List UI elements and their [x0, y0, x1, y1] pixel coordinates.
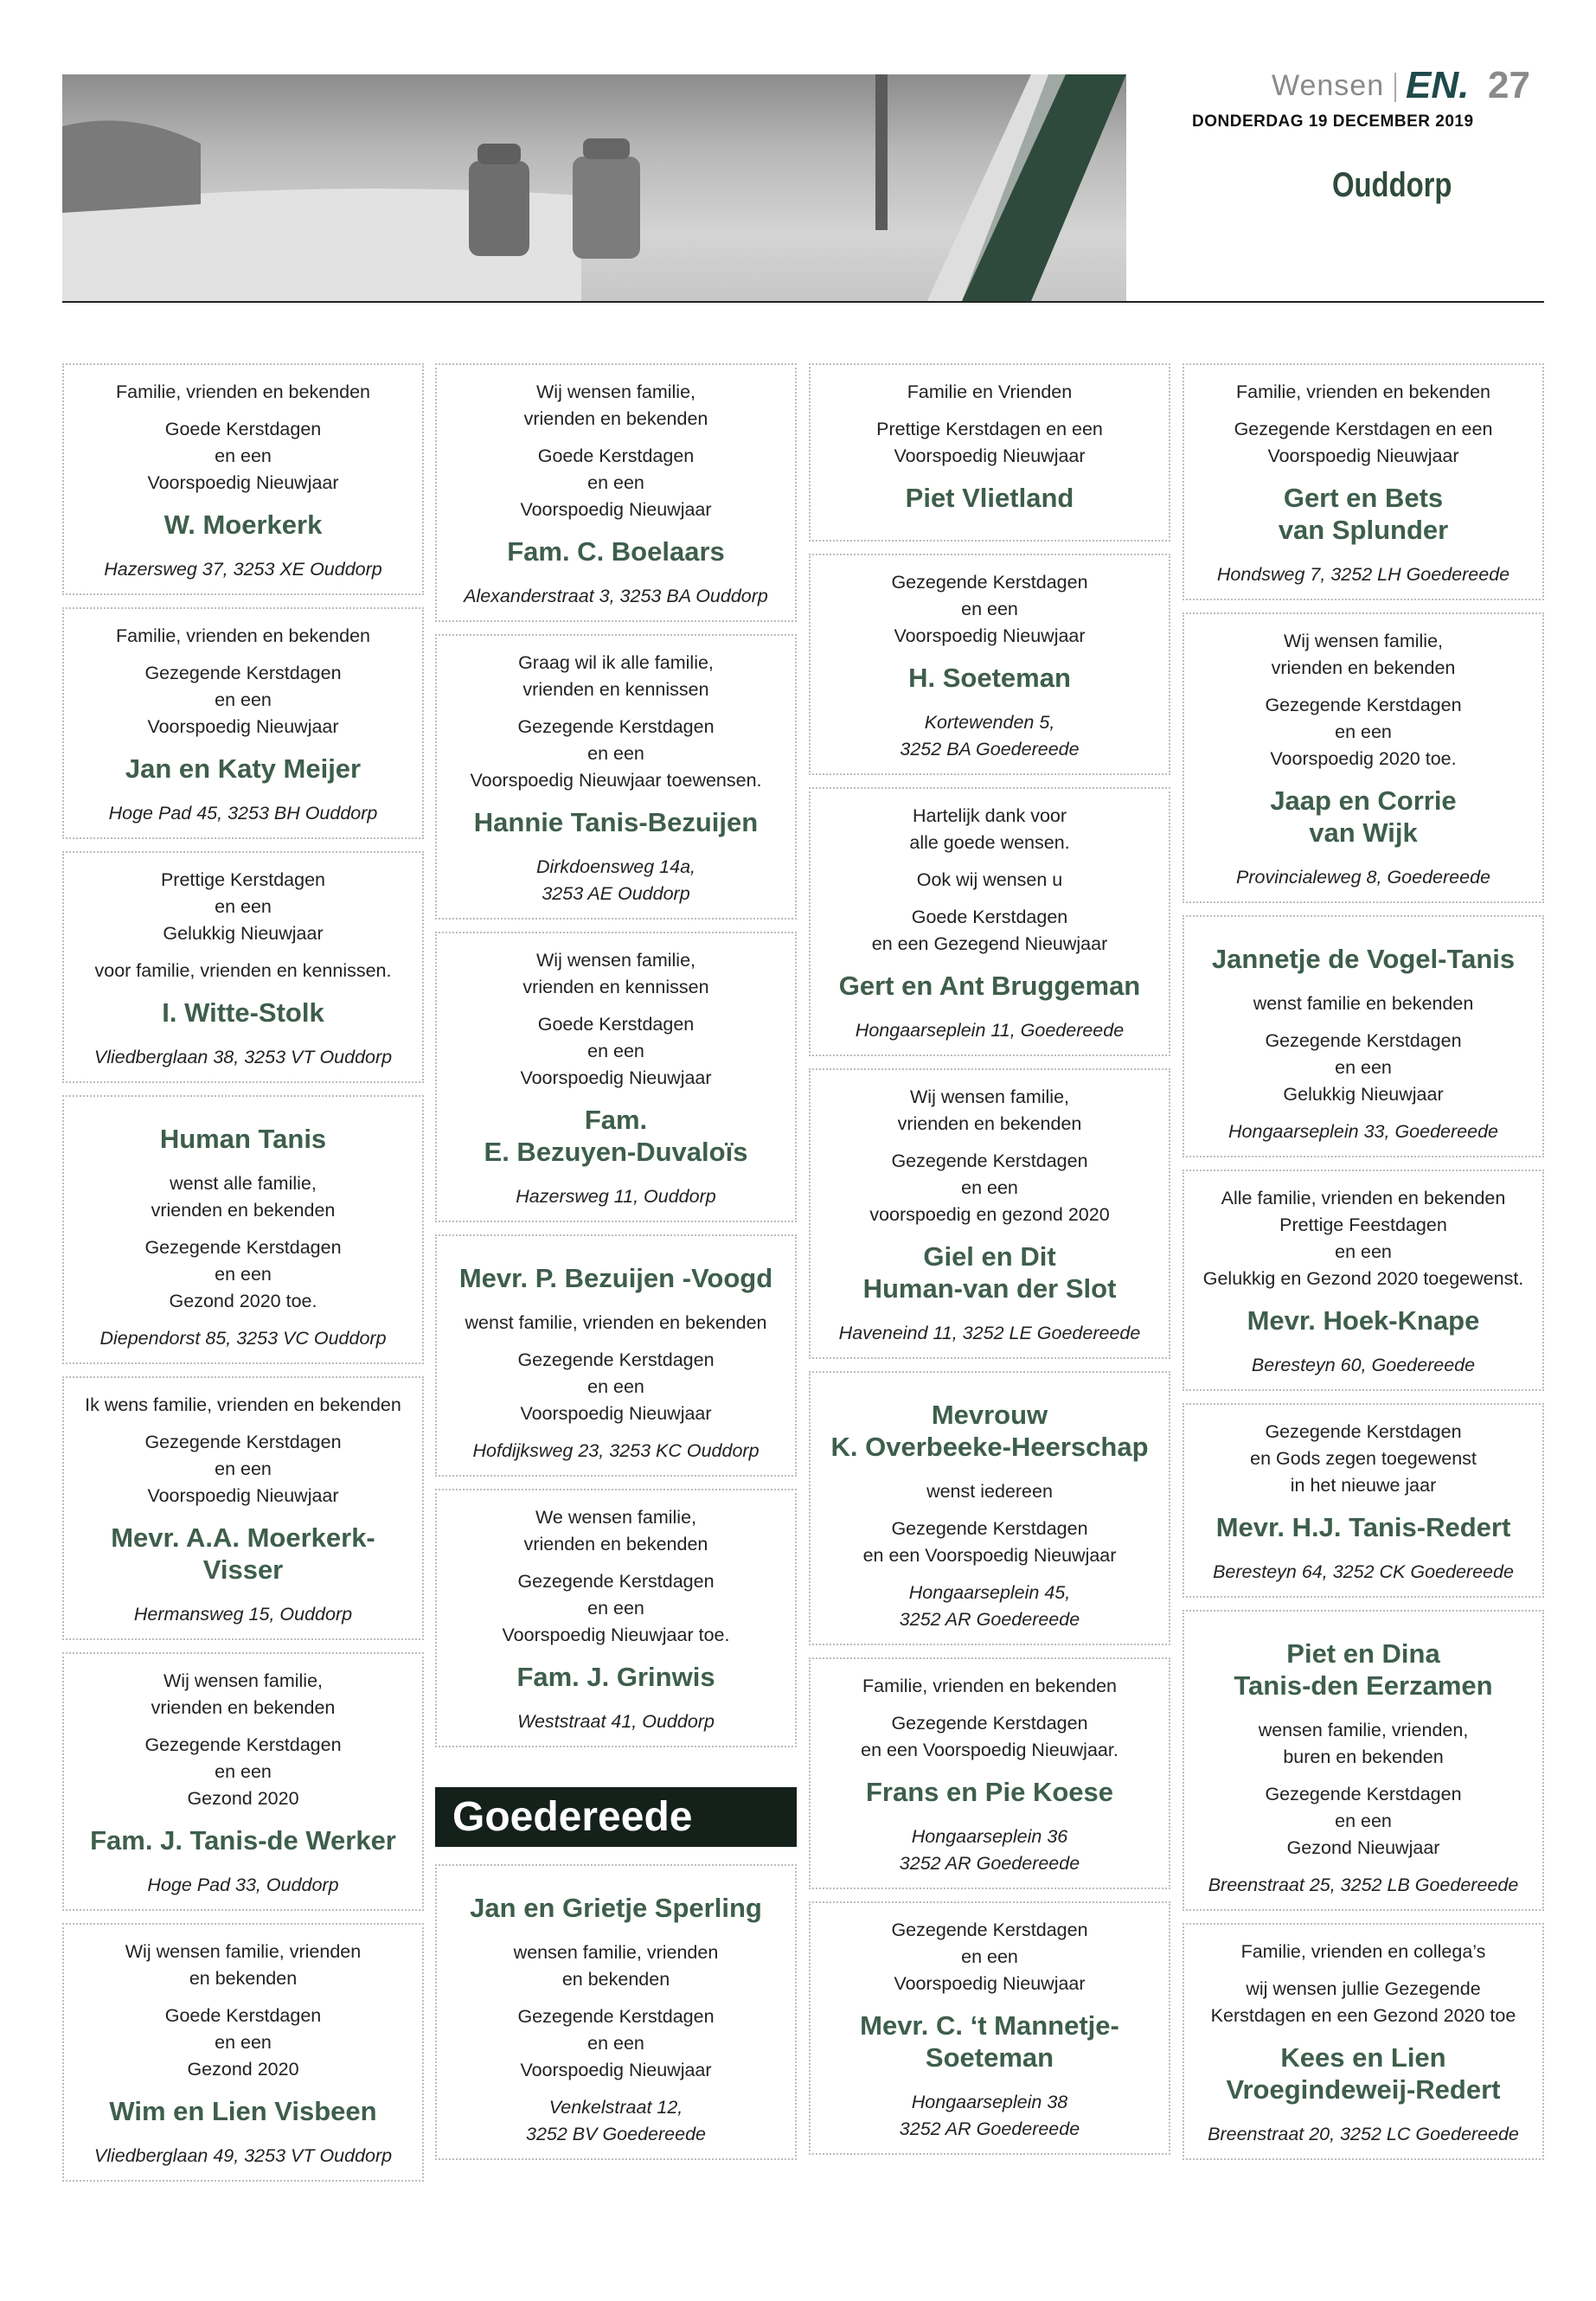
greeting-ad: [809, 1068, 1170, 1359]
ad-column-1: [62, 363, 424, 2194]
header-photo: [62, 74, 1126, 301]
greeting-text: Gezegende Kerstdagen en een Gezond Nieuwjaar: [1265, 1784, 1462, 1858]
sender-address: Hondsweg 7, 3252 LH Goedereede: [1216, 564, 1510, 585]
greeting-ad: [1183, 915, 1544, 1157]
greeting-ad: [435, 363, 797, 622]
publication-date: DONDERDAG 19 DECEMBER 2019: [1192, 112, 1474, 131]
sender-name: H. Soeteman: [908, 663, 1071, 693]
greeting-ad: [809, 1657, 1170, 1889]
section-heading-goedereede: Goedereede: [435, 1787, 797, 1847]
sender-name: Jan en Katy Meijer: [125, 753, 362, 784]
sender-address: Provincialeweg 8, Goedereede: [1235, 867, 1491, 888]
greeting-ad: [62, 363, 424, 595]
sender-name: Fam. J. Tanis-de Werker: [90, 1825, 396, 1856]
greeting-text: Prettige Kerstdagen en een Voorspoedig Nieuwjaar: [876, 419, 1103, 466]
greeting-text: Goede Kerstdagen en een Voorspoedig Nieuwjaar: [520, 1014, 712, 1088]
greeting-text: Familie, vrienden en bekenden: [862, 1676, 1118, 1696]
ad-column-4: [1183, 363, 1544, 2172]
sender-address: Breenstraat 20, 3252 LC Goedereede: [1208, 2124, 1519, 2144]
greeting-text: Gezegende Kerstdagen en een Voorspoedig Nieuwjaar: [144, 663, 342, 737]
greeting-text: Familie en Vrienden: [907, 381, 1073, 402]
greeting-ad: [435, 932, 797, 1222]
greeting-text: Wij wensen familie, vrienden en bekenden: [151, 1670, 336, 1718]
sender-address: Hongaarseplein 38 3252 AR Goedereede: [899, 2092, 1080, 2139]
greeting-text: Gezegende Kerstdagen en een Voorspoedig Nieuwjaar: [517, 1349, 715, 1424]
greeting-text: Gezegende Kerstdagen en een Voorspoedig Nieuwjaar: [517, 2006, 715, 2080]
sender-name: I. Witte-Stolk: [162, 997, 324, 1028]
greeting-text: Gezegende Kerstdagen en een Voorspoedig Nieuwjaar toewensen.: [470, 716, 762, 791]
sender-name: Mevr. C. ‘t Mannetje- Soeteman: [860, 2010, 1119, 2073]
sender-address: Dirkdoensweg 14a, 3253 AE Ouddorp: [535, 856, 696, 904]
sender-address: Hongaarseplein 33, Goedereede: [1228, 1121, 1498, 1142]
greeting-text: Graag wil ik alle familie, vrienden en kennissen: [518, 652, 714, 700]
greeting-text: Familie, vrienden en bekenden: [115, 625, 371, 646]
sender-address: Vliedberglaan 38, 3253 VT Ouddorp: [93, 1047, 393, 1067]
sender-address: Hoge Pad 33, Ouddorp: [147, 1875, 339, 1895]
greeting-ad: [809, 554, 1170, 775]
sender-address: Hongaarseplein 11, Goedereede: [855, 1020, 1125, 1041]
greeting-ad: [62, 851, 424, 1083]
greeting-text: Gezegende Kerstdagen en een Voorspoedig Nieuwjaar: [862, 1518, 1117, 1566]
milk-cans-snow-illustration: [62, 74, 1126, 301]
sender-name: Jaap en Corrie van Wijk: [1270, 785, 1457, 848]
greeting-text: wij wensen jullie Gezegende Kerstdagen en een Gezond 2020 toe: [1210, 1978, 1516, 2026]
sender-name: Fam. C. Boelaars: [507, 536, 725, 567]
sender-name: Kees en Lien Vroegindeweij-Redert: [1226, 2042, 1501, 2105]
sender-name: W. Moerkerk: [163, 510, 323, 540]
greeting-text: Gezegende Kerstdagen en een Voorspoedig 2020 toe.: [1265, 695, 1462, 769]
sender-address: Hongaarseplein 45, 3252 AR Goedereede: [899, 1582, 1080, 1630]
header-separator: [1394, 73, 1396, 102]
sender-name: Jannetje de Vogel-Tanis: [1211, 944, 1516, 974]
greeting-ad: [1183, 612, 1544, 903]
greeting-text: Gezegende Kerstdagen en een Voorspoedig Nieuwjaar.: [861, 1713, 1118, 1760]
sender-name: Mevr. P. Bezuijen -Voogd: [458, 1263, 773, 1293]
greeting-text: voor familie, vrienden en kennissen.: [94, 960, 392, 981]
greeting-ad: [809, 1901, 1170, 2155]
greeting-ad: [62, 1652, 424, 1911]
sender-name: Fam. J. Grinwis: [516, 1662, 715, 1692]
section-label: Wensen: [1272, 69, 1385, 102]
greeting-ad: [435, 1864, 797, 2160]
sender-address: Haveneind 11, 3252 LE Goedereede: [838, 1323, 1141, 1343]
greeting-text: Familie, vrienden en collega’s: [1240, 1941, 1486, 1962]
greeting-text: We wensen familie, vrienden en bekenden: [523, 1507, 708, 1554]
greeting-text: Wij wensen familie, vrienden en bekenden: [523, 381, 708, 429]
greeting-ad: [809, 363, 1170, 542]
greeting-text: Ook wij wensen u: [916, 869, 1063, 890]
greeting-ad: [809, 787, 1170, 1056]
greeting-text: Gezegende Kerstdagen en een Gelukkig Nieuwjaar: [1265, 1030, 1462, 1105]
sender-address: Diependorst 85, 3253 VC Ouddorp: [99, 1328, 387, 1349]
sender-name: Hannie Tanis-Bezuijen: [473, 807, 759, 837]
sender-name: Fam. E. Bezuyen-Duvaloïs: [484, 1105, 748, 1167]
sender-name: Jan en Grietje Sperling: [470, 1893, 762, 1923]
greeting-ad: [1183, 1923, 1544, 2160]
greeting-text: wensen familie, vrienden, buren en bekenden: [1258, 1720, 1469, 1767]
greeting-ad: [62, 1095, 424, 1364]
greeting-text: wenst familie, vrienden en bekenden: [465, 1312, 767, 1333]
greeting-ad: [435, 1489, 797, 1747]
greeting-text: Gezegende Kerstdagen en een Voorspoedig Nieuwjaar toe.: [502, 1571, 730, 1645]
header-rule: [62, 301, 1544, 303]
greeting-ad: [1183, 363, 1544, 600]
greeting-text: Gezegende Kerstdagen en een Gezond 2020 toe.: [144, 1237, 342, 1311]
sender-address: Venkelstraat 12, 3252 BV Goedereede: [526, 2097, 706, 2144]
sender-address: Hoge Pad 45, 3253 BH Ouddorp: [108, 803, 378, 824]
greeting-text: wenst familie en bekenden: [1253, 993, 1474, 1014]
sender-name: Mevr. A.A. Moerkerk-Visser: [111, 1522, 375, 1585]
sender-name: Gert en Bets van Splunder: [1278, 483, 1449, 545]
sender-name: Gert en Ant Bruggeman: [838, 971, 1141, 1001]
greeting-text: Gezegende Kerstdagen en een Voorspoedig Nieuwjaar: [891, 572, 1088, 646]
greeting-ad: [1183, 1610, 1544, 1911]
greeting-text: Familie, vrienden en bekenden: [1235, 381, 1491, 402]
sender-name: Piet Vlietland: [905, 483, 1074, 513]
greeting-text: Gezegende Kerstdagen en een Voorspoedig Nieuwjaar: [144, 1432, 342, 1506]
sender-address: Beresteyn 60, Goedereede: [1251, 1355, 1476, 1375]
greeting-text: wenst alle familie, vrienden en bekenden: [151, 1173, 336, 1221]
sender-address: Hazersweg 37, 3253 XE Ouddorp: [104, 559, 382, 580]
ad-column-3: [809, 363, 1170, 2167]
sender-name: Mevr. H.J. Tanis-Redert: [1215, 1512, 1511, 1542]
greeting-text: wenst iedereen: [926, 1481, 1053, 1502]
page-number: 27: [1488, 64, 1530, 106]
sender-address: Alexanderstraat 3, 3253 BA Ouddorp: [464, 586, 768, 606]
sender-address: Hermansweg 15, Ouddorp: [133, 1604, 353, 1625]
sender-address: Hazersweg 11, Ouddorp: [516, 1186, 716, 1207]
sender-address: Hongaarseplein 36 3252 AR Goedereede: [899, 1826, 1080, 1874]
sender-name: Human Tanis: [159, 1124, 327, 1154]
sender-name: Mevr. Hoek-Knape: [1247, 1305, 1480, 1336]
greeting-text: Gezegende Kerstdagen en een Gezond 2020: [144, 1734, 342, 1809]
greeting-text: Gezegende Kerstdagen en Gods zegen toegewenst in het nieuwe jaar: [1250, 1421, 1477, 1496]
greeting-ad: [62, 1923, 424, 2182]
greeting-text: Prettige Kerstdagen en een Gelukkig Nieuwjaar: [160, 869, 326, 944]
greeting-text: Goede Kerstdagen en een Gezegend Nieuwjaar: [871, 907, 1108, 954]
greeting-ad: [62, 1376, 424, 1640]
sender-name: Giel en Dit Human-van der Slot: [862, 1241, 1117, 1304]
town-heading: Ouddorp: [1332, 166, 1452, 204]
greeting-ad: [1183, 1403, 1544, 1598]
greeting-text: Gezegende Kerstdagen en een Voorspoedig Nieuwjaar: [1234, 419, 1493, 466]
sender-name: Piet en Dina Tanis-den Eerzamen: [1234, 1638, 1493, 1701]
greeting-text: Goede Kerstdagen en een Voorspoedig Nieuwjaar: [520, 445, 712, 520]
greeting-ad: [62, 607, 424, 839]
greeting-text: wensen familie, vrienden en bekenden: [513, 1942, 719, 1990]
greeting-text: Wij wensen familie, vrienden en bekenden: [897, 1086, 1082, 1134]
sender-address: Breenstraat 25, 3252 LB Goedereede: [1208, 1875, 1519, 1895]
greeting-text: Wij wensen familie, vrienden en bekenden: [125, 1941, 362, 1989]
ad-column-2: [435, 363, 797, 2172]
greeting-text: Goede Kerstdagen en een Voorspoedig Nieuwjaar: [147, 419, 339, 493]
sender-name: Mevrouw K. Overbeeke-Heerschap: [830, 1400, 1149, 1462]
greeting-ad: [809, 1371, 1170, 1645]
greeting-text: Familie, vrienden en bekenden: [115, 381, 371, 402]
greeting-text: Wij wensen familie, vrienden en bekenden: [1271, 631, 1456, 678]
greeting-text: Ik wens familie, vrienden en bekenden: [85, 1394, 401, 1415]
greeting-text: Alle familie, vrienden en bekenden Prettige Feestdagen en een Gelukkig en Gezond 2020 toegewenst.: [1202, 1188, 1524, 1289]
sender-address: Kortewenden 5, 3252 BA Goedereede: [900, 712, 1080, 760]
sender-address: Hofdijksweg 23, 3253 KC Ouddorp: [472, 1440, 760, 1461]
greeting-text: Gezegende Kerstdagen en een Voorspoedig Nieuwjaar: [891, 1920, 1088, 1994]
sender-name: Frans en Pie Koese: [865, 1777, 1113, 1807]
greeting-text: Hartelijk dank voor alle goede wensen.: [909, 805, 1070, 853]
greeting-ad: [435, 1234, 797, 1477]
sender-address: Beresteyn 64, 3252 CK Goedereede: [1213, 1561, 1514, 1582]
greeting-text: Wij wensen familie, vrienden en kennissen: [522, 950, 709, 997]
sender-address: Weststraat 41, Ouddorp: [517, 1711, 715, 1732]
sender-address: Vliedberglaan 49, 3253 VT Ouddorp: [93, 2145, 393, 2166]
greeting-text: Goede Kerstdagen en een Gezond 2020: [164, 2005, 322, 2080]
greeting-ad: [1183, 1170, 1544, 1391]
newspaper-logo: EN.: [1406, 64, 1470, 106]
greeting-ad: [435, 634, 797, 920]
greeting-text: Gezegende Kerstdagen en een voorspoedig en gezond 2020: [869, 1150, 1110, 1225]
sender-name: Wim en Lien Visbeen: [109, 2096, 377, 2126]
